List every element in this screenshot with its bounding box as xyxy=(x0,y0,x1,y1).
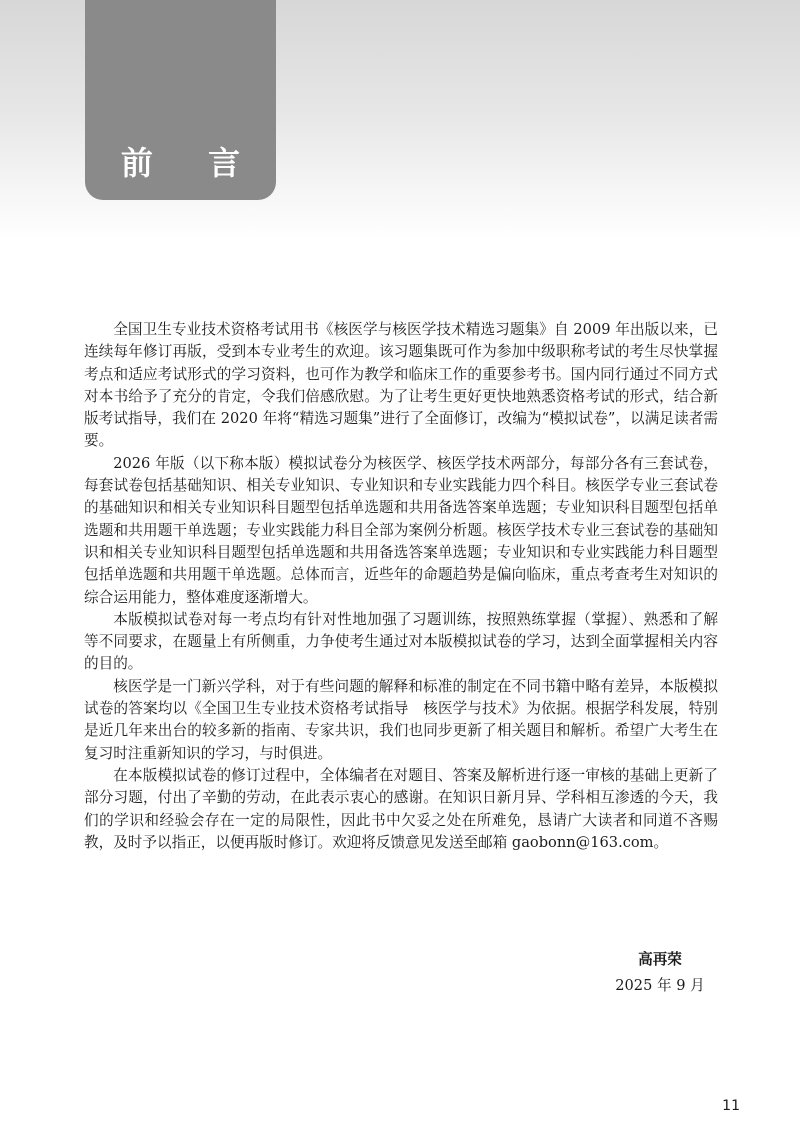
paragraph: 全国卫生专业技术资格考试用书《核医学与核医学技术精选习题集》自 2009 年出版以来，已连续每年修订再版，受到本专业考生的欢迎。该习题集既可作为参加中级职称考试的考生尽快掌握考点和适应考试形式的学习资料，也可作为教学和临床工作的重要参考书。国内同行通过不同方式对本书给予了充分的肯定，令我们倍感欣慰。为了让考生更好更快地熟悉资格考试的形式，结合新版考试指导，我们在 2020 年将“精选习题集”进行了全面修订，改编为“模拟试卷”，以满足读者需要。 xyxy=(84,321,718,450)
paragraph: 本版模拟试卷对每一考点均有针对性地加强了习题训练，按照熟练掌握（掌握）、熟悉和了解等不同要求，在题量上有所侧重，力争使考生通过对本版模拟试卷的学习，达到全面掌握相关内容的目的。 xyxy=(84,610,718,673)
paragraph: 2026 年版（以下称本版）模拟试卷分为核医学、核医学技术两部分，每部分各有三套试卷，每套试卷包括基础知识、相关专业知识、专业知识和专业实践能力四个科目。核医学专业三套试卷的基础知识和相关专业知识科目题型包括单选题和共用备选答案单选题；专业知识科目题型包括单选题和共用题干单选题；专业实践能力科目全部为案例分析题。核医学技术专业三套试卷的基础知识和相关专业知识科目题型包括单选题和共用备选答案单选题；专业知识和专业实践能力科目题型包括单选题和共用题干单选题。总体而言，近些年的命题趋势是偏向临床，重点考查考生对知识的综合运用能力，整体难度逐渐增大。 xyxy=(84,454,718,606)
paragraph: 在本版模拟试卷的修订过程中，全体编者在对题目、答案及解析进行逐一审核的基础上更新了部分习题，付出了辛勤的劳动，在此表示衷心的感谢。在知识日新月异、学科相互渗透的今天，我们的学识和经验会存在一定的局限性，因此书中欠妥之处在所难免，恳请广大读者和同道不吝赐教，及时予以指正，以便再版时修订。欢迎将反馈意见发送至邮箱 gaobonn@163.com。 xyxy=(84,766,718,851)
signature-date: 2025 年 9 月 xyxy=(615,977,705,994)
preface-body xyxy=(84,319,718,854)
chapter-title-tab xyxy=(85,0,276,200)
author-name: 高再荣 xyxy=(638,951,682,968)
paragraph: 核医学是一门新兴学科，对于有些问题的解释和标准的制定在不同书籍中略有差异，本版模拟试卷的答案均以《全国卫生专业技术资格考试指导 核医学与技术》为依据。根据学科发展，特别是近几年来出台的较多新的指南、专家共识，我们也同步更新了相关题目和解析。希望广大考生在复习时注重新知识的学习，与时俱进。 xyxy=(84,677,718,762)
page-title: 前 言 xyxy=(120,144,263,182)
page-number: 11 xyxy=(722,1098,740,1114)
